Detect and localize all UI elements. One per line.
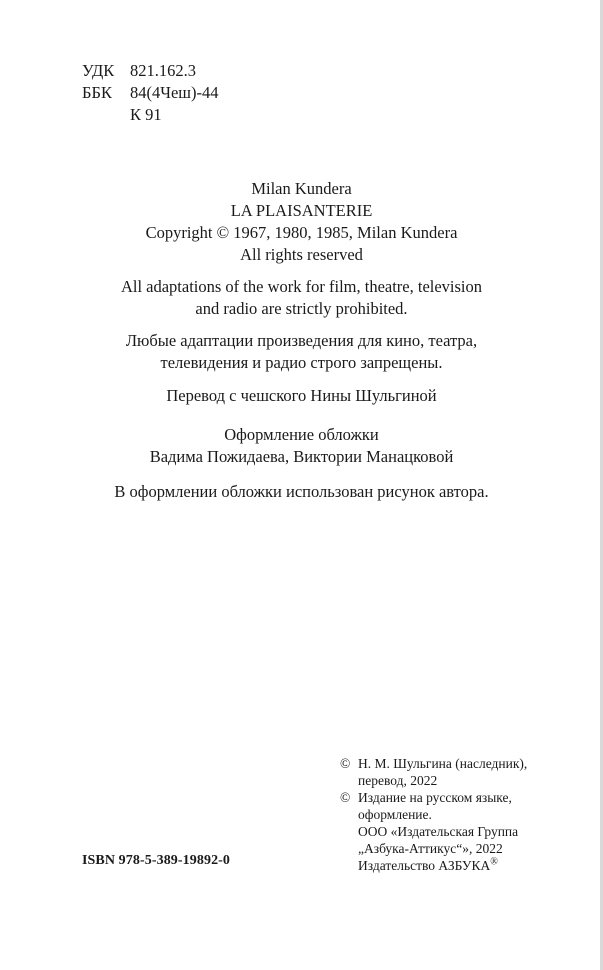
udc-label: УДК — [82, 61, 115, 80]
cover-design-credit — [0, 424, 603, 468]
bbk-code — [82, 82, 219, 104]
adaptations-en-line: All adaptations of the work for film, theatre, television — [120, 277, 483, 296]
cover-note — [0, 481, 603, 503]
author-mark — [82, 104, 219, 126]
original-copyright: Copyright © 1967, 1980, 1985, Milan Kundera — [145, 223, 458, 242]
udc-value: 821.162.3 — [130, 61, 196, 80]
cover-design-line: Оформление обложки — [224, 425, 379, 444]
adaptations-ru-line: Любые адаптации произведения для кино, театра, — [125, 331, 478, 350]
copyright-line: Издание на русском языке, — [358, 790, 512, 805]
adaptations-notice-ru — [0, 330, 603, 374]
isbn: ISBN 978-5-389-19892-0 — [82, 853, 231, 868]
adaptations-notice-en — [0, 276, 603, 320]
original-author: Milan Kundera — [251, 179, 352, 198]
publisher-line — [358, 857, 518, 874]
cover-design-line: Вадима Пожидаева, Виктории Манацковой — [149, 447, 454, 466]
copyright-line: „Азбука-Аттикус“», 2022 — [358, 841, 503, 856]
copyright-notices — [340, 755, 527, 874]
bbk-label: ББК — [82, 83, 112, 102]
copyright-line: Н. М. Шульгина (наследник), — [358, 756, 528, 771]
copyright-edition — [340, 789, 527, 874]
copyright-line: оформление. — [358, 807, 432, 822]
copyright-line: ООО «Издательская Группа — [358, 824, 519, 839]
cover-note-line: В оформлении обложки использован рисунок автора. — [114, 482, 489, 501]
rights-reserved: All rights reserved — [240, 245, 363, 264]
original-edition-info — [0, 178, 603, 266]
copyright-symbol: © — [340, 790, 351, 805]
copyright-line: перевод, 2022 — [358, 773, 438, 788]
author-mark-label — [82, 104, 130, 126]
bbk-value: 84(4Чеш)-44 — [130, 83, 219, 102]
copyright-symbol: © — [340, 756, 351, 771]
translation-line: Перевод с чешского Нины Шульгиной — [166, 386, 437, 405]
registered-mark: ® — [490, 856, 498, 868]
copyright-translation — [340, 755, 527, 789]
original-title: LA PLAISANTERIE — [230, 201, 373, 220]
adaptations-en-line: and radio are strictly prohibited. — [195, 299, 408, 318]
publisher-name: Издательство АЗБУКА — [358, 858, 491, 873]
classification-codes — [82, 60, 219, 126]
author-mark-value: К 91 — [130, 105, 162, 124]
udc-code — [82, 60, 219, 82]
translation-credit — [0, 385, 603, 407]
adaptations-ru-line: телевидения и радио строго запрещены. — [160, 353, 443, 372]
